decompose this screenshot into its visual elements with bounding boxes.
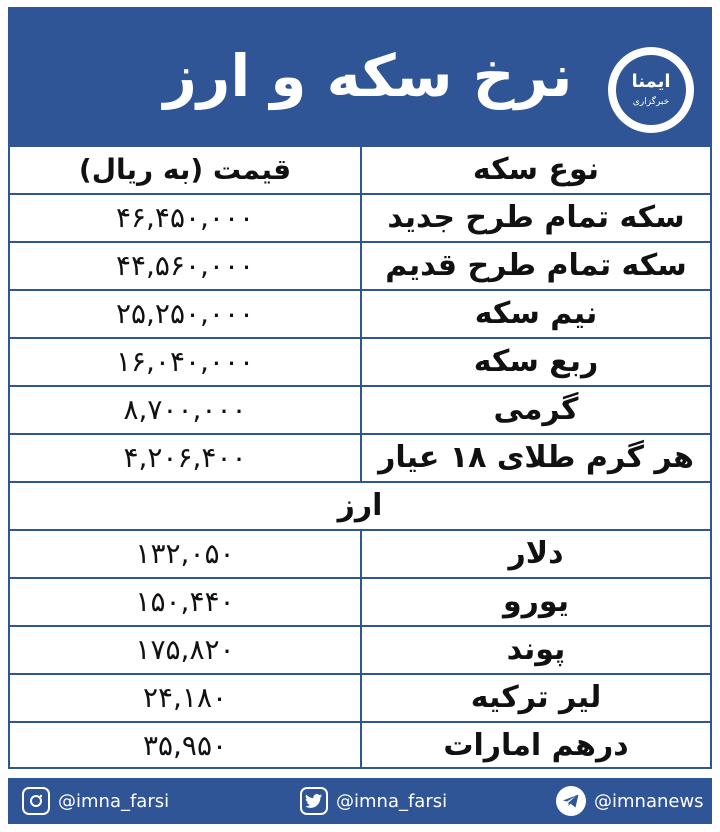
- section-header-row: [10, 481, 710, 529]
- name-cell: سکه تمام طرح قدیم: [360, 243, 710, 289]
- twitter-handle: @imna_farsi: [336, 790, 448, 812]
- footer-bar: [8, 778, 712, 824]
- name-cell: پوند: [360, 627, 710, 673]
- column-header-price: قیمت (به ریال): [78, 153, 292, 186]
- logo-text: ایمنا: [631, 71, 671, 92]
- page-title: نرخ سکه و ارز: [163, 42, 573, 110]
- twitter-link[interactable]: [300, 778, 447, 824]
- price-cell: ۱۳۲,۰۵۰: [135, 537, 235, 570]
- table-row: [10, 433, 710, 481]
- price-cell: ۴۴,۵۶۰,۰۰۰: [115, 249, 255, 282]
- table-row: [10, 241, 710, 289]
- table-row: [10, 289, 710, 337]
- table-row: [10, 529, 710, 577]
- column-header-name: نوع سکه: [360, 147, 710, 193]
- name-cell: ربع سکه: [360, 339, 710, 385]
- price-cell: ۸,۷۰۰,۰۰۰: [123, 393, 247, 426]
- logo-badge: [616, 55, 686, 125]
- table-row: [10, 721, 710, 769]
- instagram-icon: [22, 787, 50, 815]
- instagram-link[interactable]: [22, 778, 169, 824]
- table-row: [10, 193, 710, 241]
- header-banner: [8, 7, 712, 145]
- name-cell: هر گرم طلای ۱۸ عیار: [360, 435, 710, 481]
- table-row: [10, 337, 710, 385]
- price-cell: ۳۵,۹۵۰: [142, 729, 228, 762]
- price-cell: ۴,۲۰۶,۴۰۰: [123, 441, 247, 474]
- telegram-icon: [556, 786, 586, 816]
- logo-subtitle: خبرگزاری: [632, 97, 670, 107]
- price-cell: ۱۵۰,۴۴۰: [135, 585, 235, 618]
- name-cell: درهم امارات: [360, 723, 710, 767]
- price-cell: ۴۶,۴۵۰,۰۰۰: [115, 201, 255, 234]
- name-cell: سکه تمام طرح جدید: [360, 195, 710, 241]
- table-row: [10, 577, 710, 625]
- table-row: [10, 673, 710, 721]
- price-cell: ۲۵,۲۵۰,۰۰۰: [115, 297, 255, 330]
- name-cell: یورو: [360, 579, 710, 625]
- telegram-handle: @imnanews: [594, 790, 704, 812]
- price-cell: ۱۶,۰۴۰,۰۰۰: [115, 345, 255, 378]
- name-cell: دلار: [360, 531, 710, 577]
- name-cell: نیم سکه: [360, 291, 710, 337]
- price-cell: ۱۷۵,۸۲۰: [135, 633, 235, 666]
- name-cell: گرمی: [360, 387, 710, 433]
- table-header-row: [10, 145, 710, 193]
- price-table: [8, 145, 712, 769]
- logo: [608, 47, 694, 133]
- instagram-handle: @imna_farsi: [58, 790, 170, 812]
- table-row: [10, 625, 710, 673]
- twitter-icon: [300, 787, 328, 815]
- price-cell: ۲۴,۱۸۰: [142, 681, 228, 714]
- telegram-link[interactable]: [556, 778, 704, 824]
- table-row: [10, 385, 710, 433]
- section-label-currency: ارز: [337, 488, 383, 523]
- name-cell: لیر ترکیه: [360, 675, 710, 721]
